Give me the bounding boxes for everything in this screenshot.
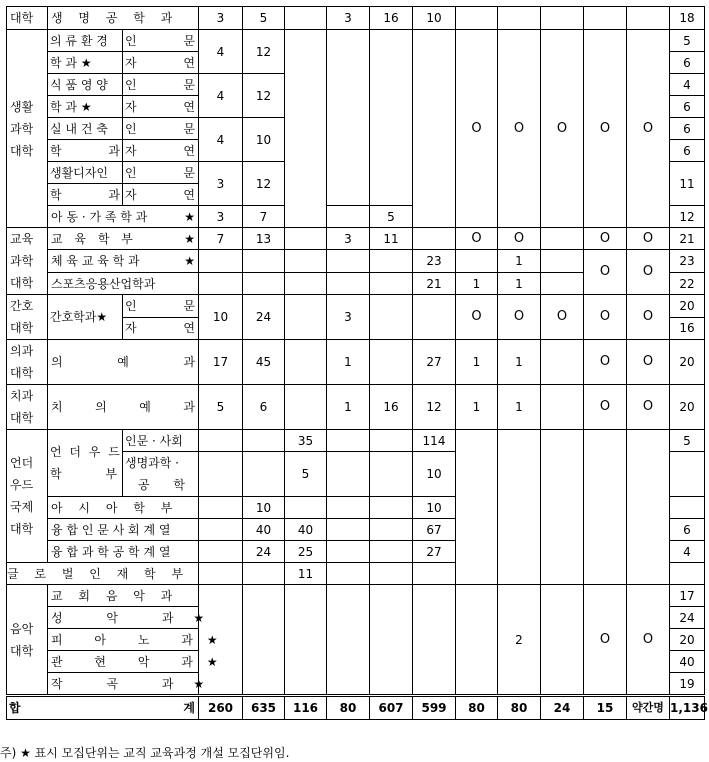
star-icon: ★	[184, 254, 195, 268]
value-cell	[541, 273, 584, 295]
track-cell	[123, 118, 199, 140]
value-cell: 4	[670, 74, 705, 96]
value-cell: 3	[199, 206, 243, 228]
value-cell: O	[627, 295, 670, 340]
value-cell: 23	[413, 250, 456, 273]
value-cell	[285, 228, 327, 250]
track-cell	[123, 317, 199, 340]
value-cell: 1	[498, 340, 541, 385]
total-cell: 80	[327, 696, 370, 720]
dept-label: 성 악 과	[51, 610, 194, 625]
value-cell: 40	[243, 519, 285, 541]
value-cell	[670, 563, 705, 585]
track-label: 문	[183, 33, 195, 48]
college-cell: 대학	[7, 7, 48, 30]
value-cell	[370, 585, 413, 696]
track-cell	[123, 74, 199, 96]
star-icon: ★	[206, 654, 218, 669]
value-cell: 24	[243, 295, 285, 340]
value-cell: 18	[670, 7, 705, 30]
table-row	[7, 295, 705, 318]
track-cell	[123, 30, 199, 52]
track-label: 자	[125, 143, 137, 158]
value-cell: 20	[670, 629, 705, 651]
value-cell: 13	[243, 228, 285, 250]
value-cell: 11	[285, 563, 327, 585]
total-row	[7, 696, 705, 720]
value-cell: 12	[243, 162, 285, 206]
value-cell	[370, 519, 413, 541]
dept-cell: 글 로 벌 인 재 학 부	[7, 563, 199, 585]
value-cell: O	[627, 250, 670, 295]
dept-cell	[48, 250, 199, 273]
track-label: 문	[183, 121, 195, 136]
value-cell: O	[584, 30, 627, 228]
value-cell: 35	[285, 430, 327, 452]
value-cell	[327, 541, 370, 563]
track-cell	[123, 140, 199, 162]
track-label: 인	[125, 77, 137, 92]
value-cell	[627, 430, 670, 585]
dept-label: 관 현 악 과	[51, 654, 207, 669]
total-cell: 15	[584, 696, 627, 720]
track-label: 인	[125, 165, 137, 180]
value-cell: 21	[670, 228, 705, 250]
value-cell: 45	[243, 340, 285, 385]
value-cell	[243, 250, 285, 273]
total-cell: 80	[456, 696, 498, 720]
dept-cell: 스포츠응용산업학과	[48, 273, 199, 295]
value-cell	[243, 563, 285, 585]
value-cell	[199, 273, 243, 295]
total-cell: 1,136	[670, 696, 705, 720]
value-cell: 20	[670, 340, 705, 385]
table-row	[7, 340, 705, 385]
value-cell	[327, 497, 370, 519]
value-cell	[285, 585, 327, 696]
value-cell	[413, 228, 456, 250]
college-cell: 치과 대학	[7, 385, 48, 430]
value-cell	[327, 30, 370, 206]
value-cell: 21	[413, 273, 456, 295]
value-cell: O	[498, 295, 541, 340]
value-cell	[243, 273, 285, 295]
admissions-quota-table	[6, 6, 708, 720]
dept-cell: 학 과 ★	[48, 96, 123, 118]
value-cell: 17	[670, 585, 705, 607]
college-cell: 의과 대학	[7, 340, 48, 385]
value-cell: O	[584, 295, 627, 340]
value-cell: O	[627, 585, 670, 696]
value-cell: 1	[456, 273, 498, 295]
dept-cell: 융 합 인 문 사 회 계 열	[48, 519, 199, 541]
value-cell: 3	[199, 7, 243, 30]
star-icon: ★	[184, 231, 195, 246]
value-cell	[584, 7, 627, 30]
value-cell: 20	[670, 385, 705, 430]
value-cell	[413, 585, 456, 696]
dept-label: 과	[108, 187, 120, 202]
value-cell: 2	[498, 585, 541, 696]
value-cell: 16	[370, 385, 413, 430]
table-row	[7, 7, 705, 30]
total-cell: 260	[199, 696, 243, 720]
value-cell	[627, 7, 670, 30]
table-row	[7, 228, 705, 250]
total-cell: 116	[285, 696, 327, 720]
table-row	[7, 430, 705, 452]
value-cell: 24	[670, 607, 705, 629]
value-cell: 4	[199, 74, 243, 118]
dept-label: 치	[51, 400, 63, 414]
value-cell: 6	[670, 96, 705, 118]
track-label: 연	[183, 187, 195, 202]
value-cell	[670, 452, 705, 497]
dept-cell	[48, 629, 218, 651]
value-cell	[370, 541, 413, 563]
value-cell	[285, 385, 327, 430]
college-cell: 생활 과학 대학	[7, 30, 48, 228]
value-cell	[199, 541, 243, 563]
value-cell: 25	[285, 541, 327, 563]
dept-label: 예	[117, 355, 129, 369]
value-cell: 3	[327, 295, 370, 340]
total-label: 계	[183, 701, 195, 715]
value-cell	[285, 295, 327, 340]
value-cell	[327, 563, 370, 585]
dept-cell: 생활디자인	[48, 162, 123, 184]
value-cell	[285, 497, 327, 519]
value-cell: O	[541, 30, 584, 228]
value-cell	[541, 340, 584, 385]
total-cell: 607	[370, 696, 413, 720]
value-cell	[285, 250, 327, 273]
value-cell: 20	[670, 295, 705, 318]
total-cell: 약간명	[627, 696, 670, 720]
dept-cell: 아 시 아 학 부	[48, 497, 199, 519]
value-cell: 12	[243, 30, 285, 74]
track-label: 문	[183, 165, 195, 180]
value-cell: 6	[670, 140, 705, 162]
value-cell	[370, 30, 413, 206]
track-label: 인	[125, 33, 137, 48]
dept-cell: 교 회 음 악 과	[48, 585, 199, 607]
value-cell: O	[584, 250, 627, 295]
value-cell	[370, 497, 413, 519]
total-cell: 599	[413, 696, 456, 720]
star-icon: ★	[193, 610, 205, 625]
table-row	[7, 385, 705, 430]
dept-cell: 융 합 과 학 공 학 계 열	[48, 541, 199, 563]
value-cell: 5	[670, 430, 705, 452]
dept-label: 예	[139, 400, 151, 414]
value-cell	[541, 385, 584, 430]
footnote: 주) ★ 표시 모집단위는 교직 교육과정 개설 모집단위임.	[0, 746, 290, 760]
track-label: 연	[183, 55, 195, 70]
dept-cell: 의 류 환 경	[48, 30, 123, 52]
value-cell	[199, 497, 243, 519]
total-label-cell	[7, 696, 199, 720]
value-cell: O	[456, 30, 498, 228]
track-label: 연	[183, 143, 195, 158]
dept-label: 체 육 교 육 학 과	[51, 254, 140, 268]
track-label: 연	[183, 321, 195, 336]
dept-label: 과	[183, 355, 195, 369]
track-label: 인	[125, 121, 137, 136]
track-cell: 인문 · 사회	[123, 430, 199, 452]
value-cell: O	[627, 340, 670, 385]
value-cell	[541, 250, 584, 273]
college-cell: 언더 우드 국제 대학	[7, 430, 48, 563]
track-cell	[123, 295, 199, 318]
dept-label: 작 곡 과	[51, 676, 194, 691]
dept-label: 의	[51, 355, 63, 369]
value-cell: 5	[199, 385, 243, 430]
value-cell	[199, 519, 243, 541]
dept-label: 언 더 우 드	[50, 445, 122, 459]
value-cell	[541, 430, 584, 585]
value-cell: 5	[243, 7, 285, 30]
value-cell	[456, 430, 498, 585]
value-cell: O	[627, 228, 670, 250]
dept-cell	[48, 228, 199, 250]
value-cell	[327, 273, 370, 295]
dept-label: 과	[183, 400, 195, 414]
value-cell: 11	[670, 162, 705, 206]
value-cell	[413, 563, 456, 585]
dept-label: 아 동 · 가 족 학 과	[51, 209, 148, 224]
value-cell: O	[498, 228, 541, 250]
value-cell: 17	[199, 340, 243, 385]
college-cell: 교육 과학 대학	[7, 228, 48, 295]
value-cell	[670, 497, 705, 519]
dept-cell	[48, 607, 205, 629]
track-label: 자	[125, 187, 137, 202]
dept-cell: 간호학과★	[48, 295, 123, 340]
total-cell: 80	[498, 696, 541, 720]
value-cell: 16	[370, 7, 413, 30]
star-icon: ★	[193, 676, 205, 691]
admissions-table-sheet	[6, 6, 708, 720]
dept-label: 학	[50, 187, 62, 202]
value-cell	[327, 585, 370, 696]
value-cell	[285, 7, 327, 30]
star-icon: ★	[184, 209, 195, 224]
dept-label: 과	[108, 143, 120, 158]
value-cell	[370, 295, 413, 340]
value-cell	[199, 452, 243, 497]
track-label: 문	[183, 77, 195, 92]
total-cell: 24	[541, 696, 584, 720]
value-cell	[456, 7, 498, 30]
track-label: 자	[125, 99, 137, 114]
value-cell: 40	[670, 651, 705, 673]
table-row	[7, 250, 705, 273]
dept-label: 교 육 학 부	[51, 231, 137, 246]
college-cell: 음악 대학	[7, 585, 48, 696]
star-icon: ★	[206, 632, 218, 647]
value-cell	[199, 430, 243, 452]
value-cell: O	[498, 30, 541, 228]
value-cell: 1	[498, 385, 541, 430]
value-cell	[243, 430, 285, 452]
value-cell	[456, 585, 498, 696]
value-cell: 5	[285, 452, 327, 497]
dept-cell	[48, 340, 199, 385]
value-cell: 1	[456, 340, 498, 385]
value-cell: 19	[670, 673, 705, 696]
value-cell: O	[584, 340, 627, 385]
value-cell: 6	[670, 52, 705, 74]
dept-cell	[48, 651, 218, 673]
value-cell: 22	[670, 273, 705, 295]
value-cell	[370, 452, 413, 497]
track-label: 문	[183, 298, 195, 313]
value-cell: 10	[243, 497, 285, 519]
track-cell	[123, 96, 199, 118]
value-cell: 10	[243, 118, 285, 162]
value-cell: O	[456, 295, 498, 340]
track-label: 자	[125, 321, 137, 336]
value-cell: 6	[243, 385, 285, 430]
value-cell	[370, 563, 413, 585]
dept-cell	[48, 140, 123, 162]
value-cell: 5	[370, 206, 413, 228]
value-cell: 27	[413, 541, 456, 563]
value-cell: 6	[670, 118, 705, 140]
value-cell: 10	[413, 7, 456, 30]
value-cell: 11	[370, 228, 413, 250]
track-cell	[123, 184, 199, 206]
value-cell	[370, 273, 413, 295]
value-cell: 12	[413, 385, 456, 430]
dept-cell: 식 품 영 양	[48, 74, 123, 96]
value-cell: 1	[327, 385, 370, 430]
value-cell	[498, 430, 541, 585]
dept-cell	[48, 206, 199, 228]
value-cell	[327, 430, 370, 452]
college-cell: 간호 대학	[7, 295, 48, 340]
value-cell	[413, 30, 456, 228]
track-label: 자	[125, 55, 137, 70]
value-cell	[370, 430, 413, 452]
value-cell: 7	[243, 206, 285, 228]
value-cell: 4	[199, 118, 243, 162]
value-cell	[541, 228, 584, 250]
value-cell: 3	[327, 7, 370, 30]
value-cell	[541, 7, 584, 30]
dept-cell: 학 과 ★	[48, 52, 123, 74]
value-cell: 10	[199, 295, 243, 340]
value-cell: O	[627, 30, 670, 228]
dept-cell: 생 명 공 학 과	[48, 7, 199, 30]
value-cell	[541, 585, 584, 696]
total-label: 합	[9, 701, 21, 715]
value-cell	[327, 452, 370, 497]
value-cell: 10	[413, 497, 456, 519]
table-row	[7, 30, 705, 52]
dept-cell	[48, 385, 199, 430]
value-cell	[327, 206, 370, 228]
value-cell	[327, 519, 370, 541]
value-cell: 3	[327, 228, 370, 250]
value-cell: 12	[670, 206, 705, 228]
value-cell: O	[456, 228, 498, 250]
value-cell	[327, 250, 370, 273]
value-cell: 114	[413, 430, 456, 452]
dept-cell: 실 내 건 축	[48, 118, 123, 140]
track-cell	[123, 162, 199, 184]
dept-cell	[48, 184, 123, 206]
value-cell	[498, 7, 541, 30]
value-cell: 4	[199, 30, 243, 74]
value-cell	[584, 430, 627, 585]
value-cell: 1	[498, 273, 541, 295]
value-cell: 6	[670, 519, 705, 541]
dept-label: 의	[95, 400, 107, 414]
dept-label: 학	[50, 143, 62, 158]
value-cell: 16	[670, 317, 705, 340]
value-cell	[456, 250, 498, 273]
value-cell: 5	[670, 30, 705, 52]
value-cell	[243, 452, 285, 497]
value-cell: 1	[456, 385, 498, 430]
value-cell: 3	[199, 162, 243, 206]
value-cell: 23	[670, 250, 705, 273]
value-cell	[413, 295, 456, 340]
track-label: 생명과학 ·	[125, 456, 179, 470]
value-cell: 12	[243, 74, 285, 118]
value-cell: 1	[327, 340, 370, 385]
total-cell: 635	[243, 696, 285, 720]
value-cell	[285, 273, 327, 295]
value-cell: 1	[498, 250, 541, 273]
dept-cell	[48, 673, 205, 696]
value-cell	[285, 340, 327, 385]
value-cell: 24	[243, 541, 285, 563]
track-label: 공 학	[138, 478, 195, 492]
value-cell: 7	[199, 228, 243, 250]
value-cell	[285, 30, 327, 228]
table-row	[7, 585, 705, 607]
value-cell: 4	[670, 541, 705, 563]
value-cell: O	[584, 228, 627, 250]
value-cell	[370, 340, 413, 385]
value-cell: O	[627, 385, 670, 430]
dept-label: 피 아 노 과	[51, 632, 207, 647]
track-label: 연	[183, 99, 195, 114]
value-cell	[199, 563, 243, 585]
value-cell: O	[584, 385, 627, 430]
value-cell: 10	[413, 452, 456, 497]
value-cell: 27	[413, 340, 456, 385]
value-cell: O	[541, 295, 584, 340]
track-label: 인	[125, 298, 137, 313]
dept-cell	[48, 430, 137, 497]
value-cell	[370, 250, 413, 273]
dept-label: 학 부	[50, 467, 137, 481]
value-cell: 40	[285, 519, 327, 541]
value-cell: 67	[413, 519, 456, 541]
value-cell	[199, 250, 243, 273]
track-cell	[123, 52, 199, 74]
value-cell: O	[584, 585, 627, 696]
value-cell	[243, 585, 285, 696]
